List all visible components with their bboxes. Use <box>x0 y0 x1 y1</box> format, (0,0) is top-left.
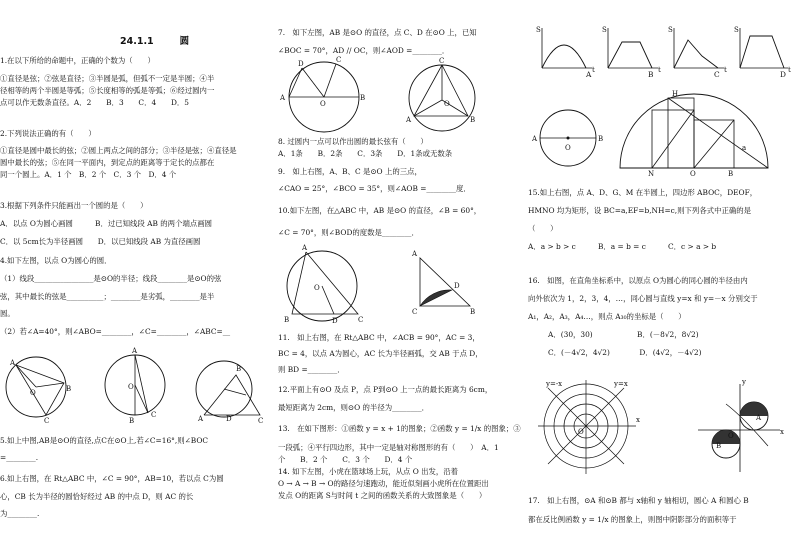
svg-text:A: A <box>412 250 418 258</box>
graph-label-a: A <box>586 70 592 79</box>
svg-text:A: A <box>198 415 204 423</box>
q7-line-0: 7. 如下左图，AB 是⊙O 的直径，点 C、D 在⊙O 上，已知 <box>278 28 477 37</box>
graph-d <box>734 26 791 74</box>
q3-line-1: A．以点 O为圆心画圆 B．过已知线段 AB 的两个端点画圆 <box>0 219 213 228</box>
q16-concentric-circles-figure <box>538 380 640 474</box>
q9-line-1: ∠CAO = 25°，∠BCO = 35°，则∠AOB =________度． <box>278 184 471 193</box>
q17-line-0: 17. 如上右图，⊙A 和⊙B 都与 x轴和 y 轴相切，圆心 A 和圆心 B <box>528 496 749 505</box>
svg-text:O: O <box>565 144 571 152</box>
q15-line-3: A．a > b > c B．a = b = c C．c > a > b <box>528 242 717 251</box>
q5-line-0: 5.如上中图,AB是⊙O的直径,点C在⊙O上,若∠C=16°,则∠BOC <box>0 436 209 445</box>
q2-line-3: 同一个圆上。A．1 个 B．2 个 C．3 个 D．4 个 <box>0 170 177 179</box>
q1-line-2: 径相等的两个半圆是等弧；⑤长度相等的弧是等弧；⑥经过圆内一 <box>0 86 215 95</box>
q16-line-1: 向外依次为 1，2，3，4，…，同心圆与直线 y=x 和 y=－x 分别交于 <box>528 294 758 303</box>
svg-text:O: O <box>578 428 584 436</box>
graph-label-d: D <box>780 70 786 79</box>
svg-text:A: A <box>532 135 538 143</box>
q15-semicircle-figure <box>620 90 768 178</box>
section-number: 24.1.1 <box>120 36 154 47</box>
svg-text:D: D <box>332 317 338 325</box>
svg-text:O: O <box>444 100 450 108</box>
q16-line-2: A₁，A₂，A₃，A₄…，则点 A₃₀的坐标是（ ） <box>528 312 686 321</box>
svg-text:A: A <box>10 359 16 367</box>
q8-line-0: 8. 过圆内一点可以作出圆的最长弦有（ ） <box>278 137 428 146</box>
court-circle-figure <box>531 110 603 166</box>
svg-text:B: B <box>470 116 476 124</box>
q9-line-0: 9. 如上右图，A、B、C 是⊙O 上的三点， <box>278 167 422 176</box>
svg-text:C: C <box>258 417 264 425</box>
figure-row-q7-q9 <box>272 56 528 134</box>
q10-line-0: 10.如下左图，在△ABC 中，AB 是⊙O 的直径，∠B = 60°， <box>278 206 482 215</box>
q15-line-1: HMNO 均为矩形，设 BC=a,EF=b,NH=c,则下列各式中正确的是 <box>528 206 752 215</box>
svg-text:S: S <box>734 26 739 34</box>
svg-text:N: N <box>648 170 655 178</box>
q4-line-3: 圆。 <box>0 309 15 318</box>
q5-line-1: =________. <box>0 453 39 462</box>
svg-text:B: B <box>470 308 476 316</box>
svg-text:x: x <box>636 416 640 424</box>
svg-text:y: y <box>742 378 746 386</box>
svg-text:O: O <box>728 432 734 440</box>
figure-row-q4-q6 <box>0 345 272 425</box>
q11-line-2: 则 BD =________． <box>278 365 345 374</box>
q16-line-4: C．(－4√2，4√2) D．(4√2，－4√2) <box>548 348 702 357</box>
q2-line-0: 2.下列说法正确的有（ ） <box>0 129 96 138</box>
svg-text:S: S <box>536 26 541 34</box>
q5-circle-figure <box>105 347 165 425</box>
svg-text:y=-x: y=-x <box>546 380 563 388</box>
svg-text:B: B <box>598 135 604 143</box>
q4-line-1: （1）线段________________是⊙O的半径；线段________是⊙O的弦 <box>0 274 222 283</box>
svg-text:S: S <box>602 26 607 34</box>
svg-text:B: B <box>728 170 734 178</box>
column-right <box>528 0 794 560</box>
q8-line-1: A．1条 B．2条 C．3条 D．1条或无数条 <box>278 149 453 158</box>
q4-line-4: （2）若∠A=40°，则∠ABO=________，∠C=________，∠ABC=__ <box>0 327 231 336</box>
graph-b <box>602 26 661 74</box>
q6-line-2: 为________. <box>0 509 40 518</box>
svg-text:t: t <box>658 66 661 74</box>
q9-circle-figure <box>405 57 475 131</box>
graph-label-c: C <box>714 70 720 79</box>
q11-line-0: 11. 如上右图，在 Rt△ABC 中，∠ACB = 90°，AC = 3， <box>278 333 480 342</box>
q12-line-1: 最短距离为 2cm，则⊙O 的半径为________． <box>278 403 430 412</box>
q14-line-0: 14. 如下左图，小虎在篮球场上玩，从点 O 出发，沿着 <box>278 467 459 476</box>
svg-text:B: B <box>129 417 135 425</box>
svg-text:O: O <box>314 284 320 292</box>
svg-text:S: S <box>668 26 673 34</box>
svg-text:B: B <box>66 385 72 393</box>
graph-a <box>536 26 595 74</box>
q6-line-1: 心，CB 长为半径的圆恰好经过 AB 的中点 D，则 AC 的长 <box>0 492 194 501</box>
svg-text:A: A <box>302 244 308 252</box>
column-left <box>0 0 272 560</box>
svg-text:A: A <box>756 414 762 422</box>
graph-c <box>668 26 727 74</box>
figure-row-q16-q17 <box>528 376 794 476</box>
svg-text:D: D <box>454 282 460 290</box>
q16-line-3: A．(30，30) B．(－8√2，8√2) <box>548 330 699 339</box>
q17-shaded-circles-figure <box>698 378 784 472</box>
svg-text:C: C <box>439 57 445 65</box>
svg-text:B: B <box>716 442 722 450</box>
svg-text:D: D <box>226 415 232 423</box>
graph-label-b: B <box>648 70 654 79</box>
svg-text:C: C <box>336 56 342 64</box>
svg-text:B: B <box>236 365 242 373</box>
q4-line-2: 弦，其中最长的弦是__________；________是劣弧，________是半 <box>0 292 215 301</box>
q7-circle-figure <box>279 56 365 132</box>
svg-text:C: C <box>412 308 418 316</box>
svg-text:y=x: y=x <box>614 380 628 388</box>
q15-line-0: 15.如上右图，点 A、D、G、M 在半圆上，四边形 ABOC，DEOF， <box>528 188 758 197</box>
column-middle <box>272 0 528 560</box>
svg-text:a: a <box>742 144 747 152</box>
svg-text:D: D <box>298 60 304 68</box>
q14-line-1: O → A → B → O的路径匀速跑动，能近似刻画小虎所在位置距出 <box>278 479 489 488</box>
q6-circle-figure <box>196 361 263 425</box>
q2-line-2: 圆中最长的弦；⑤在同一平面内，到定点的距离等于定长的点都在 <box>0 158 215 167</box>
worksheet-title <box>120 37 189 47</box>
q15-line-2: （ ） <box>528 224 558 233</box>
svg-text:H: H <box>672 90 679 98</box>
figure-row-q10-q11 <box>272 244 528 324</box>
q2-line-1: ①直径是圆中最长的弦；②圆上两点之间的部分；③半径是弦；④直径是 <box>0 146 237 155</box>
q3-line-2: C．以 5cm长为半径画圆 D．以已知线段 AB 为直径画圆 <box>0 237 201 246</box>
q6-line-0: 6.如上右图，在 Rt△ABC 中，∠C = 90°，AB=10，若以点 C为圆 <box>0 474 224 483</box>
svg-text:B: B <box>284 316 290 324</box>
q3-line-0: 3.根据下列条件只能画出一个圆的是（ ） <box>0 201 148 210</box>
q1-line-1: ①直径是弦；②弦是直径；③半圆是弧，但弧不一定是半圆；④半 <box>0 74 215 83</box>
svg-text:x: x <box>780 428 784 436</box>
q17-line-1: 都在反比例函数 y = 1/x 的图象上，则图中阴影部分的面积等于 <box>528 515 737 524</box>
svg-text:B: B <box>360 94 366 102</box>
q14-line-2: 发点 O的距离 S与时间 t 之间的函数关系的大致图象是（ ） <box>278 491 487 500</box>
svg-text:C: C <box>358 316 364 324</box>
svg-text:t: t <box>788 66 791 74</box>
q1-line-3: 点可以作无数条直径。A．2 B．3 C．4 D．5 <box>0 98 189 107</box>
svg-text:A: A <box>406 116 412 124</box>
q4-line-0: 4.如下左图，以点 O为圆心的圆． <box>0 256 112 265</box>
q11-triangle-figure <box>411 250 475 316</box>
q4-circle-figure <box>6 357 71 425</box>
q13-line-2: 个 B．2 个 C．3 个 D．4 个 <box>278 455 413 464</box>
q13-line-0: 13. 在如下图形：①函数 y = x + 1的图象；②函数 y = 1/x 的图象；③ <box>278 424 521 433</box>
q11-line-1: BC = 4，以点 A为圆心，AC 长为半径画弧，交 AB 于点 D， <box>278 349 483 358</box>
q10-line-1: ∠C = 70°，则∠BOD的度数是________． <box>278 228 419 237</box>
svg-text:O: O <box>690 170 696 178</box>
q7-line-1: ∠BOC = 70°，AD // OC，则∠AOD =________． <box>278 46 450 55</box>
section-topic: 圆 <box>179 36 190 47</box>
svg-text:O: O <box>30 389 36 397</box>
svg-text:A: A <box>132 347 138 355</box>
svg-text:t: t <box>592 66 595 74</box>
q1-line-0: 1.在以下所给的命题中，正确的个数为（ ） <box>0 56 155 65</box>
svg-text:C: C <box>151 411 157 419</box>
svg-text:C: C <box>44 417 50 425</box>
q13-line-1: 一段弧；④平行四边形，其中一定是轴对称图形的有（ ） A．1 <box>278 443 499 452</box>
q10-circle-figure <box>284 244 363 325</box>
svg-text:O: O <box>320 100 326 108</box>
svg-text:t: t <box>724 66 727 74</box>
q16-line-0: 16. 如图，在直角坐标系中，以原点 O为圆心的同心圆的半径由内 <box>528 276 748 285</box>
q14-graph-options <box>536 22 794 82</box>
q12-line-0: 12.平面上有⊙O 及点 P，点 P到⊙O 上一点的最长距离为 6cm， <box>278 385 493 394</box>
svg-text:O: O <box>128 383 134 391</box>
svg-text:A: A <box>280 94 286 102</box>
figure-row-q14-q15 <box>528 86 794 178</box>
